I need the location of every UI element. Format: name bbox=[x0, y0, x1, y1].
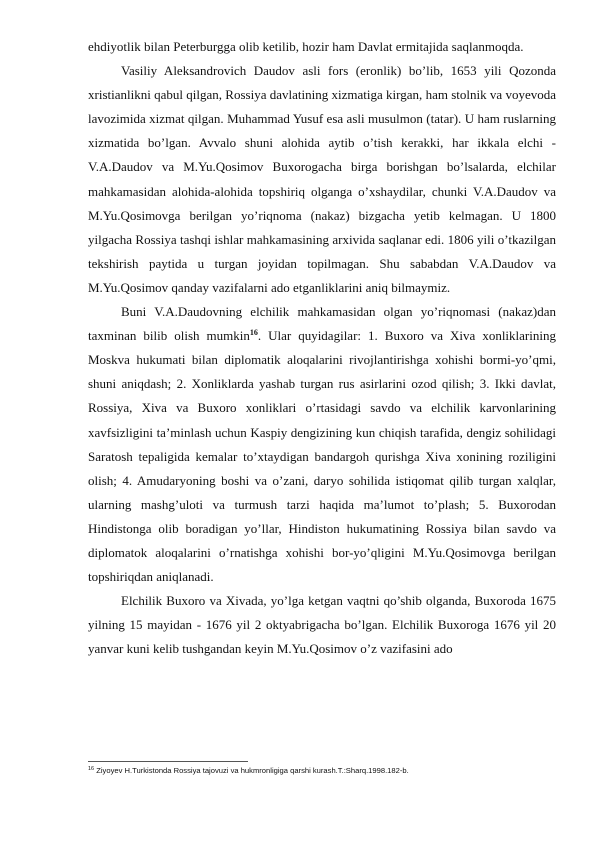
body-text bbox=[88, 35, 556, 661]
footnote bbox=[88, 766, 556, 776]
footnote-text: Ziyoyev H.Turkistonda Rossiya tajovuzi va hukmronligiga qarshi kurash.T.:Sharq.1998.182-b. bbox=[94, 766, 409, 775]
paragraph-nakaz-tasks-before: Buni V.A.Daudovning elchilik mahkamasidan olgan yo’riqnomasi (nakaz)dan taxminan bilib olish mumkin bbox=[88, 304, 556, 344]
paragraph-nakaz-tasks-after: . Ular quyidagilar: 1. Buxoro va Xiva xonliklarining Moskva hukumati bilan diplomatik aloqalarini rivojlantirishga xohishi bormi-yo’qmi, shuni aniqdash; 2. Xonliklarda yashab turgan rus asirlarini ozod qilish; 3. Ikki davlat, Rossiya, Xiva va Buxoro xonliklari o’rtasidagi savdo va elchilik karvonlarining xavfsizligini ta’minlash uchun Kaspiy dengizining kun chiqish tarafida, dengiz sohilidagi Saratosh tepaligida kemalar to’xtaydigan bandargoh qurishga Xiva xonining roziligini olish; 4. Amudaryoning boshi va o’zani, daryo sohilida istiqomat qilib turgan xalqlar, ularning mashg’uloti va turmush tarzi haqida ma’lumot to’plash; 5. Buxorodan Hindistonga olib boradigan yo’llar, Hindiston hukumatining Rossiya bilan savdo va diplomatok aloqalarini o’rnatishga xohishi bor-yo’qligini M.Yu.Qosimovga berilgan topshiriqdan aniqlanadi. bbox=[88, 328, 556, 585]
paragraph-continuation: ehdiyotlik bilan Peterburgga olib ketilib, hozir ham Davlat ermitajida saqlanmoqda. bbox=[88, 39, 524, 54]
paragraph-daudov-bio: Vasiliy Aleksandrovich Daudov asli fors (eronlik) bo’lib, 1653 yili Qozonda xristianlikni qabul qilgan, Rossiya davlatining xizmatiga kirgan, ham stolnik va voyevoda lavozimida xizmat qilgan. Muhammad Yusuf esa asli musulmon (tatar). U ham ruslarning xizmatida bo’lgan. Avvalo shuni alohida aytib o’tish kerakki, har ikkala elchi - V.A.Daudov va M.Yu.Qosimov Buxorogacha birga borishgan bo’lsalarda, elchilar mahkamasidan alohida-alohida topshiriq olganga o’xshaydilar, chunki V.A.Daudov va M.Yu.Qosimovga berilgan yo’riqnoma (nakaz) bizgacha yetib kelmagan. U 1800 yilgacha Rossiya tashqi ishlar mahkamasining arxivida saqlanar edi. 1806 yili o’tkazilgan tekshirish paytida u turgan joyidan topilmagan. Shu sababdan V.A.Daudov va M.Yu.Qosimov qanday vazifalarni ado etganliklarini aniq bilmaymiz. bbox=[88, 63, 556, 295]
paragraph-nakaz-tasks bbox=[88, 300, 556, 589]
footnote-reference[interactable]: 16 bbox=[249, 328, 258, 338]
footnote-divider bbox=[88, 761, 248, 762]
paragraph-embassy-dates: Elchilik Buxoro va Xivada, yo’lga ketgan vaqtni qo’shib olganda, Buxoroda 1675 yilning 15 mayidan - 1676 yil 2 oktyabrigacha bo’lgan. Elchilik Buxoroga 1676 yil 20 yanvar kuni kelib tushgandan keyin M.Yu.Qosimov o’z vazifasini ado bbox=[88, 593, 556, 657]
footnote-mark: 16 bbox=[88, 766, 95, 772]
